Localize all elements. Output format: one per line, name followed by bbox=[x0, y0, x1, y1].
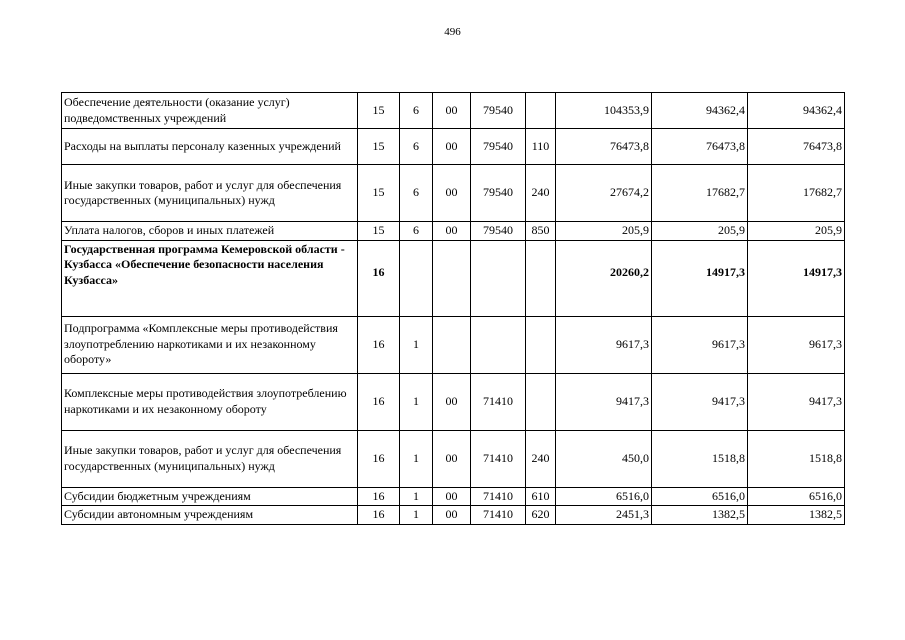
table-row bbox=[62, 316, 845, 373]
cell-code-1: 16 bbox=[358, 430, 400, 487]
row-name: Расходы на выплаты персоналу казенных учреждений bbox=[62, 129, 358, 165]
cell-code-1: 15 bbox=[358, 222, 400, 241]
cell-code-4: 71410 bbox=[471, 487, 526, 506]
cell-value-3: 1518,8 bbox=[748, 430, 845, 487]
cell-value-2: 94362,4 bbox=[652, 93, 748, 129]
cell-code-4: 71410 bbox=[471, 373, 526, 430]
cell-value-2: 6516,0 bbox=[652, 487, 748, 506]
cell-code-1: 16 bbox=[358, 506, 400, 525]
cell-code-2: 1 bbox=[400, 430, 433, 487]
cell-code-4: 79540 bbox=[471, 222, 526, 241]
cell-value-1: 2451,3 bbox=[556, 506, 652, 525]
cell-code-5: 240 bbox=[526, 165, 556, 222]
cell-code-3: 00 bbox=[433, 373, 471, 430]
cell-code-3 bbox=[433, 240, 471, 316]
cell-value-2: 9617,3 bbox=[652, 316, 748, 373]
cell-value-3: 1382,5 bbox=[748, 506, 845, 525]
cell-code-1: 16 bbox=[358, 240, 400, 316]
cell-code-5 bbox=[526, 240, 556, 316]
table-row bbox=[62, 506, 845, 525]
cell-value-3: 6516,0 bbox=[748, 487, 845, 506]
cell-value-2: 1518,8 bbox=[652, 430, 748, 487]
cell-code-1: 16 bbox=[358, 487, 400, 506]
row-name: Государственная программа Кемеровской области - Кузбасса «Обеспечение безопасности населения Кузбасса» bbox=[62, 240, 358, 316]
table-row bbox=[62, 240, 845, 316]
cell-code-4: 79540 bbox=[471, 129, 526, 165]
cell-value-1: 450,0 bbox=[556, 430, 652, 487]
cell-code-3: 00 bbox=[433, 165, 471, 222]
table-row bbox=[62, 373, 845, 430]
cell-value-3: 9617,3 bbox=[748, 316, 845, 373]
cell-code-2 bbox=[400, 240, 433, 316]
row-name: Субсидии автономным учреждениям bbox=[62, 506, 358, 525]
row-name: Иные закупки товаров, работ и услуг для обеспечения государственных (муниципальных) нужд bbox=[62, 165, 358, 222]
cell-value-2: 205,9 bbox=[652, 222, 748, 241]
cell-value-3: 9417,3 bbox=[748, 373, 845, 430]
cell-value-1: 9417,3 bbox=[556, 373, 652, 430]
cell-code-4: 71410 bbox=[471, 430, 526, 487]
cell-code-1: 15 bbox=[358, 165, 400, 222]
budget-table bbox=[61, 92, 845, 525]
cell-code-2: 1 bbox=[400, 316, 433, 373]
cell-value-1: 20260,2 bbox=[556, 240, 652, 316]
cell-code-5: 850 bbox=[526, 222, 556, 241]
cell-code-3: 00 bbox=[433, 430, 471, 487]
cell-code-1: 16 bbox=[358, 373, 400, 430]
cell-value-1: 205,9 bbox=[556, 222, 652, 241]
cell-value-1: 6516,0 bbox=[556, 487, 652, 506]
cell-code-5 bbox=[526, 93, 556, 129]
cell-code-2: 1 bbox=[400, 506, 433, 525]
cell-value-3: 14917,3 bbox=[748, 240, 845, 316]
page-number: 496 bbox=[444, 26, 461, 38]
table-row bbox=[62, 129, 845, 165]
cell-value-2: 9417,3 bbox=[652, 373, 748, 430]
cell-code-4: 79540 bbox=[471, 165, 526, 222]
cell-value-1: 104353,9 bbox=[556, 93, 652, 129]
cell-code-4 bbox=[471, 240, 526, 316]
cell-code-3: 00 bbox=[433, 222, 471, 241]
cell-value-3: 205,9 bbox=[748, 222, 845, 241]
cell-code-3: 00 bbox=[433, 93, 471, 129]
table-row bbox=[62, 430, 845, 487]
row-name: Иные закупки товаров, работ и услуг для обеспечения государственных (муниципальных) нужд bbox=[62, 430, 358, 487]
cell-code-3 bbox=[433, 316, 471, 373]
table-row bbox=[62, 93, 845, 129]
cell-code-2: 6 bbox=[400, 129, 433, 165]
cell-value-3: 94362,4 bbox=[748, 93, 845, 129]
cell-code-2: 1 bbox=[400, 373, 433, 430]
cell-code-3: 00 bbox=[433, 487, 471, 506]
cell-value-2: 14917,3 bbox=[652, 240, 748, 316]
cell-value-2: 76473,8 bbox=[652, 129, 748, 165]
cell-code-4: 71410 bbox=[471, 506, 526, 525]
table-row bbox=[62, 487, 845, 506]
cell-code-5 bbox=[526, 316, 556, 373]
table-row bbox=[62, 165, 845, 222]
cell-code-5: 110 bbox=[526, 129, 556, 165]
cell-code-3: 00 bbox=[433, 506, 471, 525]
cell-value-2: 1382,5 bbox=[652, 506, 748, 525]
cell-value-1: 9617,3 bbox=[556, 316, 652, 373]
table-row bbox=[62, 222, 845, 241]
cell-code-2: 6 bbox=[400, 93, 433, 129]
row-name: Субсидии бюджетным учреждениям bbox=[62, 487, 358, 506]
cell-value-3: 17682,7 bbox=[748, 165, 845, 222]
cell-code-5: 610 bbox=[526, 487, 556, 506]
cell-code-2: 6 bbox=[400, 165, 433, 222]
cell-code-4: 79540 bbox=[471, 93, 526, 129]
row-name: Уплата налогов, сборов и иных платежей bbox=[62, 222, 358, 241]
cell-code-5: 620 bbox=[526, 506, 556, 525]
cell-code-1: 15 bbox=[358, 129, 400, 165]
cell-code-3: 00 bbox=[433, 129, 471, 165]
cell-code-1: 15 bbox=[358, 93, 400, 129]
cell-value-3: 76473,8 bbox=[748, 129, 845, 165]
row-name: Подпрограмма «Комплексные меры противодействия злоупотреблению наркотиками и их незаконному обороту» bbox=[62, 316, 358, 373]
cell-value-1: 27674,2 bbox=[556, 165, 652, 222]
cell-code-2: 1 bbox=[400, 487, 433, 506]
cell-code-5: 240 bbox=[526, 430, 556, 487]
cell-code-5 bbox=[526, 373, 556, 430]
row-name: Обеспечение деятельности (оказание услуг) подведомственных учреждений bbox=[62, 93, 358, 129]
cell-value-1: 76473,8 bbox=[556, 129, 652, 165]
cell-value-2: 17682,7 bbox=[652, 165, 748, 222]
cell-code-1: 16 bbox=[358, 316, 400, 373]
cell-code-2: 6 bbox=[400, 222, 433, 241]
row-name: Комплексные меры противодействия злоупотреблению наркотиками и их незаконному обороту bbox=[62, 373, 358, 430]
cell-code-4 bbox=[471, 316, 526, 373]
